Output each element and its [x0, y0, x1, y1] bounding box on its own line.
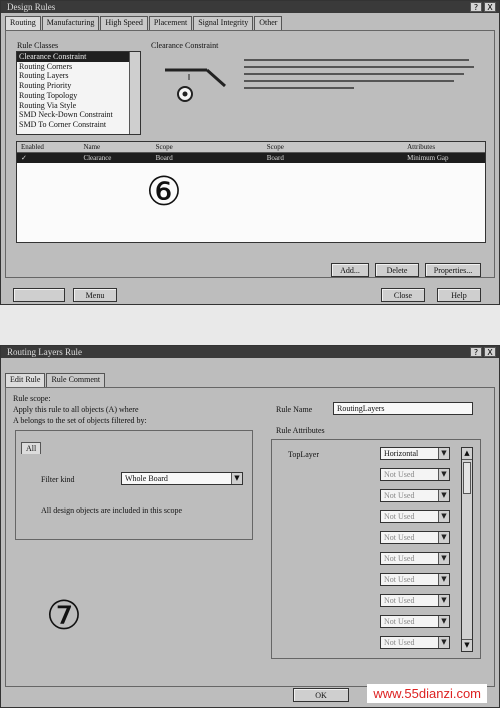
chevron-down-icon[interactable]: ▼ — [438, 637, 449, 648]
layer-value: Not Used — [384, 638, 415, 647]
dialog-titlebar — [1, 1, 499, 13]
rule-class-item[interactable]: Clearance Constraint — [17, 52, 140, 62]
layer-value: Not Used — [384, 512, 415, 521]
tab-other[interactable]: Other — [254, 16, 282, 30]
toplayer-value: Horizontal — [384, 449, 419, 458]
rule-class-item[interactable]: Routing Layers — [19, 71, 69, 81]
col-scope-1[interactable]: Scope — [155, 143, 173, 151]
enabled-checkbox[interactable]: ✓ — [21, 154, 27, 162]
scope-note: All design objects are included in this scope — [41, 506, 183, 515]
table-row[interactable] — [17, 153, 485, 163]
rule-class-item[interactable]: Routing Corners — [19, 61, 73, 71]
chevron-down-icon[interactable]: ▼ — [438, 469, 449, 480]
chevron-down-icon[interactable]: ▼ — [438, 595, 449, 606]
layer-select[interactable] — [380, 594, 450, 607]
layer-select[interactable] — [380, 489, 450, 502]
layer-value: Not Used — [384, 596, 415, 605]
chevron-down-icon[interactable]: ▼ — [438, 511, 449, 522]
properties-button[interactable]: Properties... — [425, 263, 481, 277]
add-button[interactable]: Add... — [331, 263, 369, 277]
rule-name-input[interactable]: RoutingLayers — [333, 402, 473, 415]
layer-value: Not Used — [384, 533, 415, 542]
tab-manufacturing[interactable]: Manufacturing — [42, 16, 100, 30]
layer-select[interactable] — [380, 615, 450, 628]
rule-classes-scrollbar[interactable] — [129, 52, 140, 134]
design-rules-dialog — [0, 0, 500, 305]
help-button[interactable]: Help — [437, 288, 481, 302]
row-name: Clearance — [83, 154, 112, 162]
attributes-scrollbar[interactable] — [461, 447, 473, 652]
step-marker-7: ⑦ — [46, 593, 82, 639]
chevron-down-icon[interactable]: ▼ — [438, 616, 449, 627]
layer-select[interactable] — [380, 552, 450, 565]
scroll-down-icon[interactable]: ▼ — [462, 639, 472, 651]
layer-select[interactable] — [380, 510, 450, 523]
col-enabled[interactable]: Enabled — [21, 143, 44, 151]
rules-table — [16, 141, 486, 243]
menu-button[interactable]: Menu — [73, 288, 117, 302]
site-watermark: www.55dianzi.com — [367, 684, 487, 703]
menu-left-button[interactable] — [13, 288, 65, 302]
layer-value: Not Used — [384, 617, 415, 626]
belongs-to-text: A belongs to the set of objects filtered by: — [13, 416, 147, 425]
layer-select[interactable] — [380, 531, 450, 544]
routing-layers-rule-dialog — [0, 345, 500, 708]
layer-value: Not Used — [384, 470, 415, 479]
rule-attributes-label: Rule Attributes — [276, 426, 325, 435]
rule-scope-heading: Rule scope: — [13, 394, 51, 403]
tab-routing[interactable]: Routing — [5, 16, 41, 30]
row-scope-2: Board — [266, 154, 284, 162]
layer-value: Not Used — [384, 554, 415, 563]
filter-kind-value: Whole Board — [125, 474, 168, 483]
preview-title: Clearance Constraint — [151, 41, 219, 50]
ok-button[interactable]: OK — [293, 688, 349, 702]
chevron-down-icon[interactable]: ▼ — [231, 473, 242, 484]
description-text-lines — [244, 56, 479, 96]
scroll-thumb[interactable] — [463, 462, 471, 494]
col-scope-2[interactable]: Scope — [266, 143, 284, 151]
step-marker-6: ⑥ — [146, 169, 182, 215]
filter-kind-label: Filter kind — [41, 475, 75, 484]
dialog-title: Design Rules — [7, 2, 56, 12]
clearance-preview-icon — [161, 56, 241, 116]
apply-rule-text: Apply this rule to all objects (A) where — [13, 405, 139, 414]
layer-select[interactable] — [380, 636, 450, 649]
row-attributes: Minimum Gap — [407, 154, 449, 162]
rule-class-item[interactable]: Routing Topology — [19, 90, 78, 100]
help-title-button[interactable]: ? — [470, 347, 482, 357]
dialog-titlebar — [1, 346, 499, 358]
close-title-button[interactable]: X — [484, 2, 496, 12]
layer-value: Not Used — [384, 491, 415, 500]
filter-tab-all[interactable]: All — [21, 442, 41, 454]
rule-category-tabs — [5, 16, 495, 30]
toplayer-label: TopLayer — [288, 450, 319, 459]
filter-group — [15, 430, 253, 540]
rule-class-item[interactable]: Routing Priority — [19, 81, 72, 91]
close-title-button[interactable]: X — [484, 347, 496, 357]
tab-rule-comment[interactable]: Rule Comment — [46, 373, 105, 387]
rule-class-item[interactable]: Routing Via Style — [19, 100, 77, 110]
rule-class-item[interactable]: SMD To Corner Constraint — [19, 119, 107, 129]
chevron-down-icon[interactable]: ▼ — [438, 490, 449, 501]
tab-high-speed[interactable]: High Speed — [100, 16, 148, 30]
close-button[interactable]: Close — [381, 288, 425, 302]
tab-placement[interactable]: Placement — [149, 16, 192, 30]
help-title-button[interactable]: ? — [470, 2, 482, 12]
chevron-down-icon[interactable]: ▼ — [438, 553, 449, 564]
rule-name-label: Rule Name — [276, 405, 313, 414]
dialog-title: Routing Layers Rule — [7, 347, 82, 357]
rule-classes-label: Rule Classes — [17, 41, 59, 50]
rule-classes-list — [16, 51, 141, 135]
chevron-down-icon[interactable]: ▼ — [438, 574, 449, 585]
delete-button[interactable]: Delete — [375, 263, 419, 277]
scroll-up-icon[interactable]: ▲ — [462, 448, 472, 460]
rule-class-item[interactable]: SMD Neck-Down Constraint — [19, 110, 113, 120]
row-scope-1: Board — [155, 154, 173, 162]
tab-edit-rule[interactable]: Edit Rule — [5, 373, 45, 387]
toplayer-select[interactable] — [380, 447, 450, 460]
layer-value: Not Used — [384, 575, 415, 584]
col-attributes[interactable]: Attributes — [407, 143, 436, 151]
layer-select[interactable] — [380, 468, 450, 481]
layer-select[interactable] — [380, 573, 450, 586]
rule-editor-tabs — [5, 373, 495, 387]
chevron-down-icon[interactable]: ▼ — [438, 532, 449, 543]
tab-signal-integrity[interactable]: Signal Integrity — [193, 16, 253, 30]
rules-table-header — [17, 142, 485, 153]
chevron-down-icon[interactable]: ▼ — [438, 448, 449, 459]
filter-kind-select[interactable] — [121, 472, 243, 485]
col-name[interactable]: Name — [83, 143, 101, 151]
